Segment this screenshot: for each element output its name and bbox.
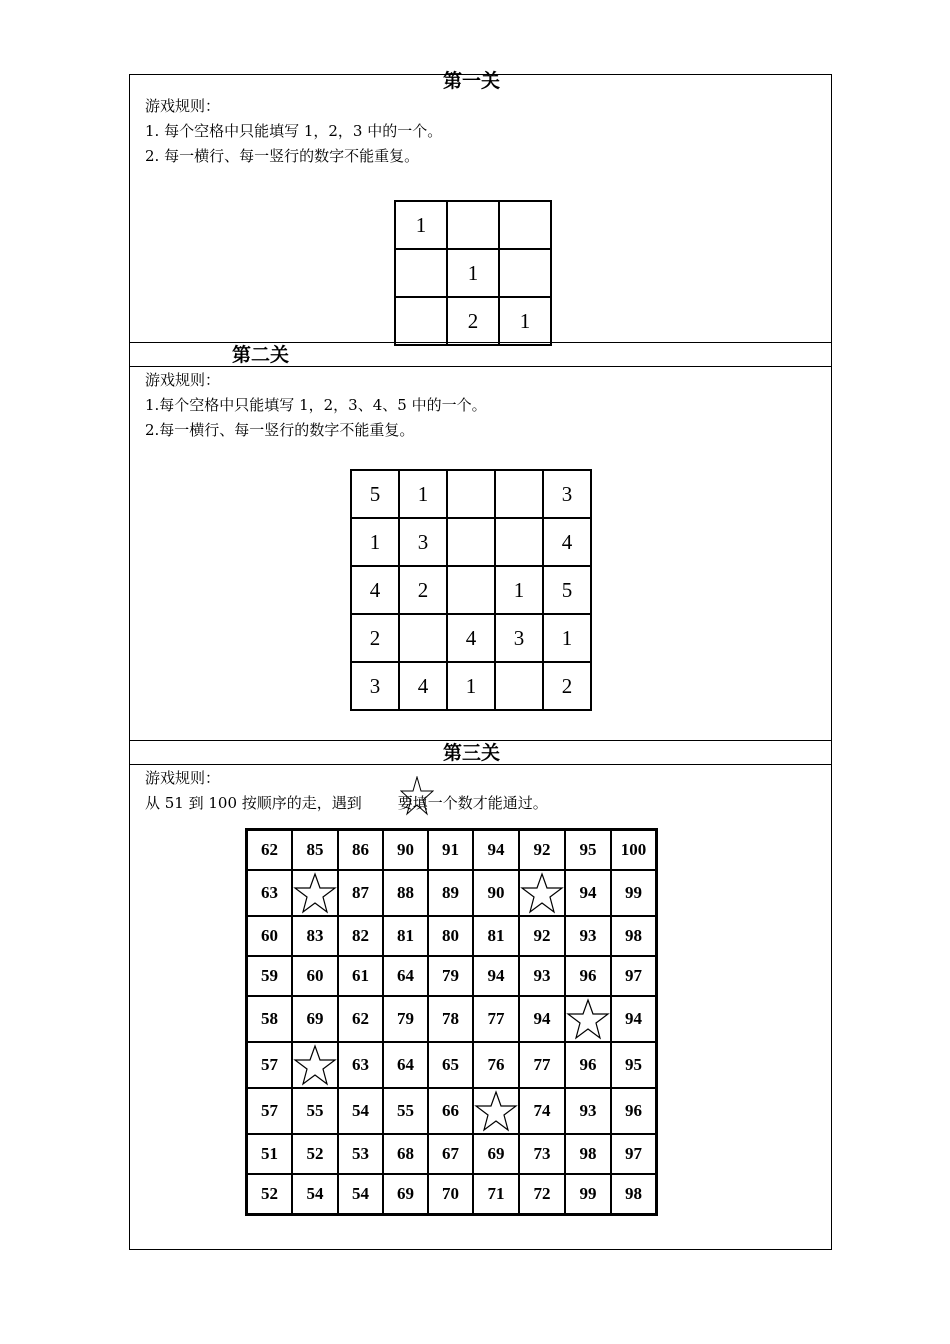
number-cell: 67 [428,1134,473,1174]
number-cell: 95 [565,830,611,871]
number-cell: 94 [565,870,611,916]
level2-rules-heading: 游戏规则： [145,371,221,389]
grid-row [247,870,657,916]
number-cell: 69 [292,996,338,1042]
number-cell: 1 [399,470,447,518]
star-icon [566,997,610,1041]
star-icon [520,871,564,915]
number-cell: 2 [351,614,399,662]
number-cell: 64 [383,1042,428,1088]
grid-row [351,662,591,710]
number-cell: 94 [473,956,519,996]
grid-row [247,916,657,956]
grid-row [395,297,551,345]
grid-row [247,956,657,996]
star-icon [293,1043,337,1087]
number-cell: 57 [247,1042,293,1088]
number-cell: 93 [519,956,565,996]
number-cell: 93 [565,1088,611,1134]
number-cell: 76 [473,1042,519,1088]
number-cell: 90 [473,870,519,916]
level1-title: 第一关 [443,70,501,92]
number-cell: 55 [292,1088,338,1134]
empty-cell[interactable] [395,249,447,297]
level3-rules-heading: 游戏规则： [145,769,221,787]
number-cell: 92 [519,916,565,956]
level1-rule1: 1. 每个空格中只能填写 1，2，3 中的一个。 [145,122,443,140]
number-cell: 1 [495,566,543,614]
number-cell: 69 [383,1174,428,1215]
number-cell: 3 [399,518,447,566]
level2-rule2: 2.每一横行、每一竖行的数字不能重复。 [145,421,415,439]
number-cell: 94 [519,996,565,1042]
grid-row [247,830,657,871]
number-cell: 72 [519,1174,565,1215]
grid-row [247,1174,657,1215]
number-cell: 1 [447,662,495,710]
number-cell: 64 [383,956,428,996]
number-cell: 74 [519,1088,565,1134]
number-cell: 4 [399,662,447,710]
star-icon [293,871,337,915]
number-cell: 73 [519,1134,565,1174]
number-cell: 78 [428,996,473,1042]
grid-row [351,470,591,518]
empty-cell[interactable] [399,614,447,662]
star-cell[interactable] [292,870,338,916]
number-cell: 60 [247,916,293,956]
number-cell: 77 [473,996,519,1042]
number-cell: 68 [383,1134,428,1174]
empty-cell[interactable] [447,518,495,566]
number-cell: 1 [543,614,591,662]
number-cell: 63 [338,1042,383,1088]
number-cell: 54 [338,1088,383,1134]
number-cell: 5 [351,470,399,518]
empty-cell[interactable] [499,249,551,297]
level3-rule-part2: 要填一个数才能通过。 [397,794,548,812]
grid-row [351,566,591,614]
number-cell: 53 [338,1134,383,1174]
number-cell: 70 [428,1174,473,1215]
star-cell[interactable] [292,1042,338,1088]
empty-cell[interactable] [495,518,543,566]
empty-cell[interactable] [447,566,495,614]
number-cell: 98 [611,916,657,956]
level2-grid [350,469,592,711]
number-cell: 77 [519,1042,565,1088]
star-icon [474,1089,518,1133]
number-cell: 2 [447,297,499,345]
level3-rule [145,793,548,813]
level3-title: 第三关 [443,742,501,764]
number-cell: 98 [611,1174,657,1215]
number-cell: 63 [247,870,293,916]
grid-row [395,249,551,297]
number-cell: 87 [338,870,383,916]
level2-rule1: 1.每个空格中只能填写 1，2，3、4、5 中的一个。 [145,396,487,414]
number-cell: 79 [383,996,428,1042]
empty-cell[interactable] [447,201,499,249]
number-cell: 88 [383,870,428,916]
number-cell: 52 [292,1134,338,1174]
number-cell: 83 [292,916,338,956]
number-cell: 1 [447,249,499,297]
star-icon [400,776,434,816]
number-cell: 99 [565,1174,611,1215]
grid-row [247,996,657,1042]
number-cell: 90 [383,830,428,871]
level3-grid [245,828,658,1216]
number-cell: 97 [611,1134,657,1174]
empty-cell[interactable] [395,297,447,345]
number-cell: 69 [473,1134,519,1174]
grid-row [395,201,551,249]
level1-rules-heading: 游戏规则： [145,97,221,115]
number-cell: 97 [611,956,657,996]
number-cell: 60 [292,956,338,996]
number-cell: 57 [247,1088,293,1134]
number-cell: 79 [428,956,473,996]
empty-cell[interactable] [499,201,551,249]
number-cell: 61 [338,956,383,996]
number-cell: 3 [495,614,543,662]
number-cell: 65 [428,1042,473,1088]
level3-rule-part1: 从 51 到 100 按顺序的走，遇到 [145,794,362,812]
number-cell: 99 [611,870,657,916]
number-cell: 3 [543,470,591,518]
grid-row [247,1042,657,1088]
number-cell: 96 [565,956,611,996]
number-cell: 1 [395,201,447,249]
grid-row [247,1088,657,1134]
empty-cell[interactable] [495,662,543,710]
grid-row [351,614,591,662]
empty-cell[interactable] [495,470,543,518]
number-cell: 81 [473,916,519,956]
number-cell: 54 [292,1174,338,1215]
grid-row [351,518,591,566]
number-cell: 86 [338,830,383,871]
star-cell[interactable] [565,996,611,1042]
number-cell: 94 [611,996,657,1042]
number-cell: 58 [247,996,293,1042]
level2-title: 第二关 [232,344,290,366]
number-cell: 62 [338,996,383,1042]
number-cell: 85 [292,830,338,871]
number-cell: 62 [247,830,293,871]
empty-cell[interactable] [447,470,495,518]
number-cell: 96 [611,1088,657,1134]
number-cell: 93 [565,916,611,956]
number-cell: 1 [499,297,551,345]
number-cell: 94 [473,830,519,871]
number-cell: 51 [247,1134,293,1174]
number-cell: 89 [428,870,473,916]
number-cell: 96 [565,1042,611,1088]
number-cell: 1 [351,518,399,566]
number-cell: 5 [543,566,591,614]
number-cell: 81 [383,916,428,956]
number-cell: 4 [447,614,495,662]
number-cell: 82 [338,916,383,956]
grid-row [247,1134,657,1174]
star-cell[interactable] [473,1088,519,1134]
number-cell: 92 [519,830,565,871]
number-cell: 80 [428,916,473,956]
number-cell: 52 [247,1174,293,1215]
number-cell: 66 [428,1088,473,1134]
number-cell: 2 [543,662,591,710]
number-cell: 54 [338,1174,383,1215]
star-cell[interactable] [519,870,565,916]
number-cell: 55 [383,1088,428,1134]
number-cell: 4 [543,518,591,566]
number-cell: 95 [611,1042,657,1088]
level1-grid [394,200,552,346]
number-cell: 59 [247,956,293,996]
number-cell: 4 [351,566,399,614]
number-cell: 3 [351,662,399,710]
number-cell: 91 [428,830,473,871]
level1-rule2: 2. 每一横行、每一竖行的数字不能重复。 [145,147,420,165]
number-cell: 100 [611,830,657,871]
number-cell: 98 [565,1134,611,1174]
number-cell: 2 [399,566,447,614]
number-cell: 71 [473,1174,519,1215]
